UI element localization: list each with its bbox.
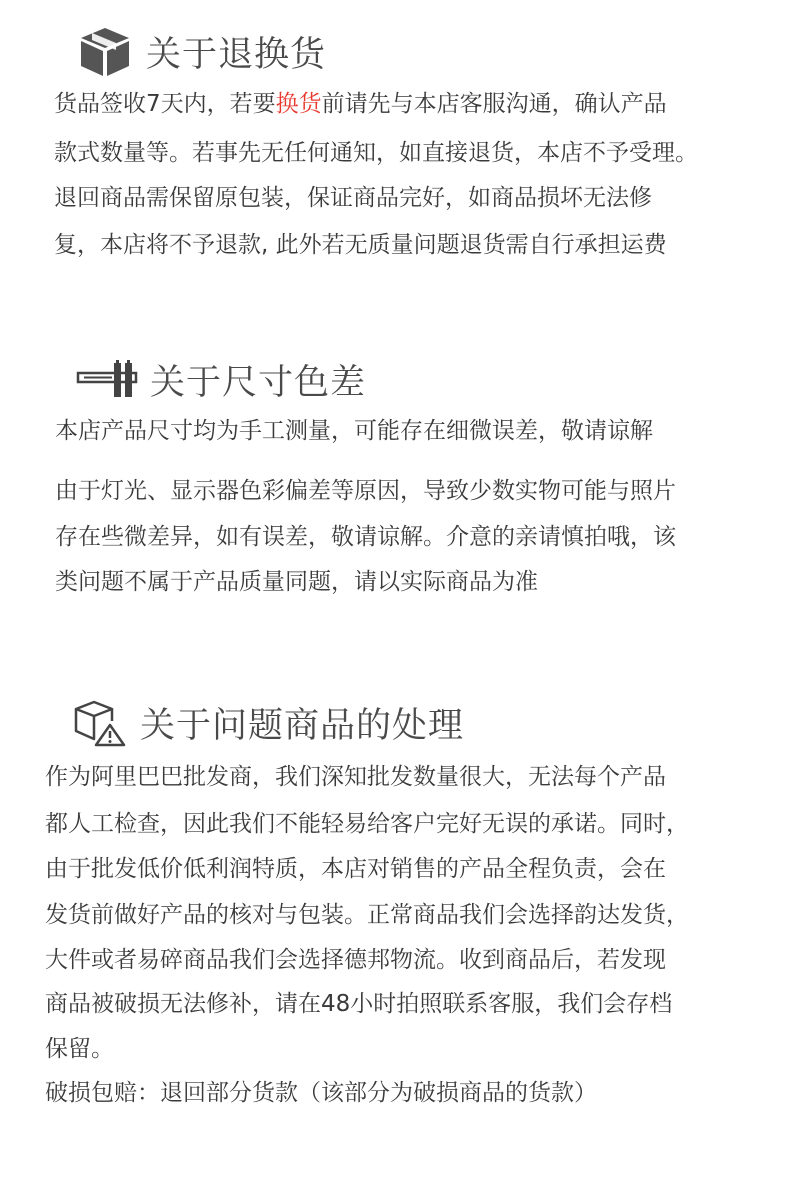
section-title: 关于尺寸色差: [150, 363, 367, 403]
text-line: 货品签收7天内，若要换货前请先与本店客服沟通，确认产品: [54, 91, 667, 117]
text-line: 都人工检查，因此我们不能轻易给客户完好无误的承诺。同时，: [45, 811, 689, 837]
section-size-header: [76, 355, 366, 405]
section-title: 关于退换货: [146, 35, 327, 75]
section-returns-header: [78, 26, 326, 78]
text-line: 由于批发低价低利润特质，本店对销售的产品全程负责，会在: [45, 856, 666, 882]
text-line: 保留。: [45, 1036, 114, 1062]
caliper-icon: [76, 359, 138, 401]
text-line: 作为阿里巴巴批发商，我们深知批发数量很大，无法每个产品: [45, 764, 666, 790]
text-line: 类问题不属于产品质量同题，请以实际商品为准: [55, 569, 538, 595]
text-line: 由于灯光、显示器色彩偏差等原因，导致少数实物可能与照片: [55, 478, 676, 504]
text-line: 存在些微差异，如有误差，敬请谅解。介意的亲请慎拍哦，该: [55, 524, 676, 550]
text-line: 本店产品尺寸均为手工测量，可能存在细微误差，敬请谅解: [55, 418, 653, 444]
box-icon: [78, 26, 132, 78]
highlight-text: 换货: [275, 91, 322, 117]
text-line: 退回商品需保留原包装，保证商品完好，如商品损坏无法修: [54, 185, 652, 211]
text-line: 款式数量等。若事先无任何通知，如直接退货，本店不予受理。: [54, 140, 698, 166]
text-line: 破损包赔：退回部分货款（该部分为破损商品的货款）: [45, 1080, 597, 1106]
text-line: 发货前做好产品的核对与包装。正常商品我们会选择韵达发货，: [45, 902, 689, 928]
text-line: 复，本店将不予退款, 此外若无质量问题退货需自行承担运费: [54, 232, 667, 258]
text-line: 大件或者易碎商品我们会选择德邦物流。收到商品后，若发现: [45, 947, 666, 973]
text-line: 商品被破损无法修补，请在48小时拍照联系客服，我们会存档: [45, 991, 673, 1017]
section-damaged-header: [72, 698, 464, 748]
section-title: 关于问题商品的处理: [140, 706, 465, 746]
damaged-box-icon: [72, 699, 126, 747]
